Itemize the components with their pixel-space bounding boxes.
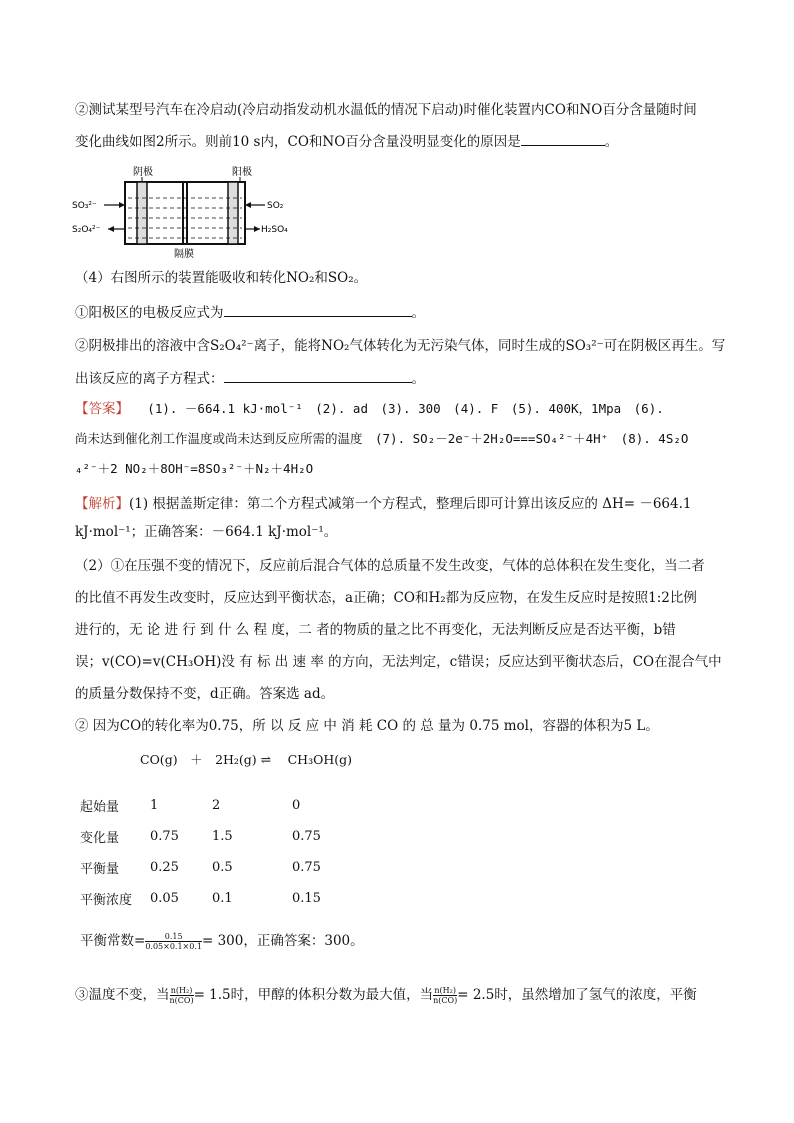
question-2-line-1: ②测试某型号汽车在冷启动(冷启动指发动机水温低的情况下启动)时催化装置内CO和NO百分含量随时间 [75, 102, 697, 118]
ratio-fraction: $\frac{\text{n(H₂)}}{n(CO)}$ [169, 986, 194, 1005]
right-outlet-label: H₂SO₄ [261, 225, 288, 235]
analysis-2-line-5: 的质量分数保持不变，d正确。答案选 ad。 [75, 686, 335, 702]
analysis-2-part-3: ③温度不变，当 $\frac{\text{n(H₂)}}{n(CO)}$ = 1.5时，甲醇的体积分数为最大值，当 $\frac{\text{n(H₂)}}{n(CO)}$ = 2.5时，虽然增加了氢气的浓度，平衡 [75, 986, 697, 1005]
table-row: 平衡量 0.25 0.5 0.75 [80, 860, 321, 877]
anode-electrode [228, 182, 238, 244]
analysis-2-line-4: 误；v(CO)=v(CH₃OH)没 有 标 出 速 率 的方向，无法判定，c错误；反应达到平衡状态后，CO在混合气中 [75, 654, 722, 670]
membrane-label: 隔膜 [174, 249, 194, 260]
anode-label: 阳极 [232, 167, 252, 178]
analysis-1-line-1: 【解析】(1) 根据盖斯定律：第二个方程式减第一个方程式，整理后即可计算出该反应的 ΔH= －664.1 [75, 496, 692, 512]
answer-blank [521, 131, 605, 146]
left-inlet-label: SO₃²⁻ [72, 201, 97, 211]
cathode-label: 阴极 [133, 167, 153, 178]
analysis-2-part-2: ② 因为CO的转化率为0.75，所 以 反 应 中 消 耗 CO 的 总 量为 0.75 mol，容器的体积为5 L。 [75, 718, 659, 734]
analysis-tag: 【解析】 [75, 496, 129, 512]
answer-tag: 【答案】 [75, 401, 129, 417]
analysis-2-line-1: （2）①在压强不变的情况下，反应前后混合气体的总质量不发生改变，气体的总体积在发生变化，当二者 [75, 558, 705, 574]
answer-blank [224, 368, 412, 383]
analysis-1-line-2: kJ·mol⁻¹；正确答案：－664.1 kJ·mol⁻¹。 [75, 524, 338, 540]
question-2-line-2: 变化曲线如图2所示。则前10 s内，CO和NO百分含量没明显变化的原因是 。 [75, 131, 618, 152]
left-outlet-label: S₂O₄²⁻ [72, 225, 101, 235]
ice-table [80, 790, 321, 914]
question-4-part-2-line-1: ②阴极排出的溶液中含S₂O₄²⁻离子，能将NO₂气体转化为无污染气体，同时生成的SO₃²⁻可在阴极区再生。写 [75, 338, 726, 354]
question-4-intro: （4）右图所示的装置能吸收和转化NO₂和SO₂。 [75, 270, 368, 286]
electrolysis-diagram [70, 160, 300, 260]
table-row: 变化量 0.75 1.5 0.75 [80, 829, 321, 846]
equilibrium-constant: 平衡常数= $\frac{0.15}{0.05\times 0.1\times 0.1}$ = 300，正确答案：300。 [80, 932, 364, 951]
answer-line-1: 【答案】 (1). －664.1 kJ·mol⁻¹ (2). ad (3). 300 (4). F (5). 400K，1Mpa (6). [75, 401, 664, 417]
k-fraction: $\frac{0.15}{0.05\times 0.1\times 0.1}$ [145, 932, 202, 951]
answer-line-3: ₄²⁻＋2 NO₂＋8OH⁻=8SO₃²⁻＋N₂＋4H₂O [75, 461, 314, 476]
question-4-part-2-line-2: 出该反应的离子方程式： 。 [75, 368, 425, 389]
table-row: 起始量 1 2 0 [80, 798, 301, 815]
answer-line-2: 尚未达到催化剂工作温度或尚未达到反应所需的温度 (7). SO₂－2e⁻＋2H₂O===SO₄²⁻＋4H⁺ (8). 4S₂O [75, 431, 689, 446]
analysis-2-line-2: 的比值不再发生改变时，反应达到平衡状态，a正确；CO和H₂都为反应物，在发生反应时是按照1:2比例 [75, 590, 697, 606]
table-row: 平衡浓度 0.05 0.1 0.15 [80, 891, 321, 908]
cathode-electrode [137, 182, 147, 244]
right-inlet-label: SO₂ [267, 201, 284, 211]
ratio-fraction: $\frac{\text{n(H₂)}}{n(CO)}$ [433, 986, 458, 1005]
answer-blank [224, 302, 412, 317]
reaction-equation: CO(g) ＋ 2H₂(g) ⇌ CH₃OH(g) [140, 752, 352, 767]
analysis-2-line-3: 进行的，无 论 进 行 到 什 么 程 度，二 者的物质的量之比不再变化，无法判断反应是否达平衡，b错 [75, 622, 676, 638]
question-4-part-1: ①阳极区的电极反应式为 。 [75, 302, 425, 323]
